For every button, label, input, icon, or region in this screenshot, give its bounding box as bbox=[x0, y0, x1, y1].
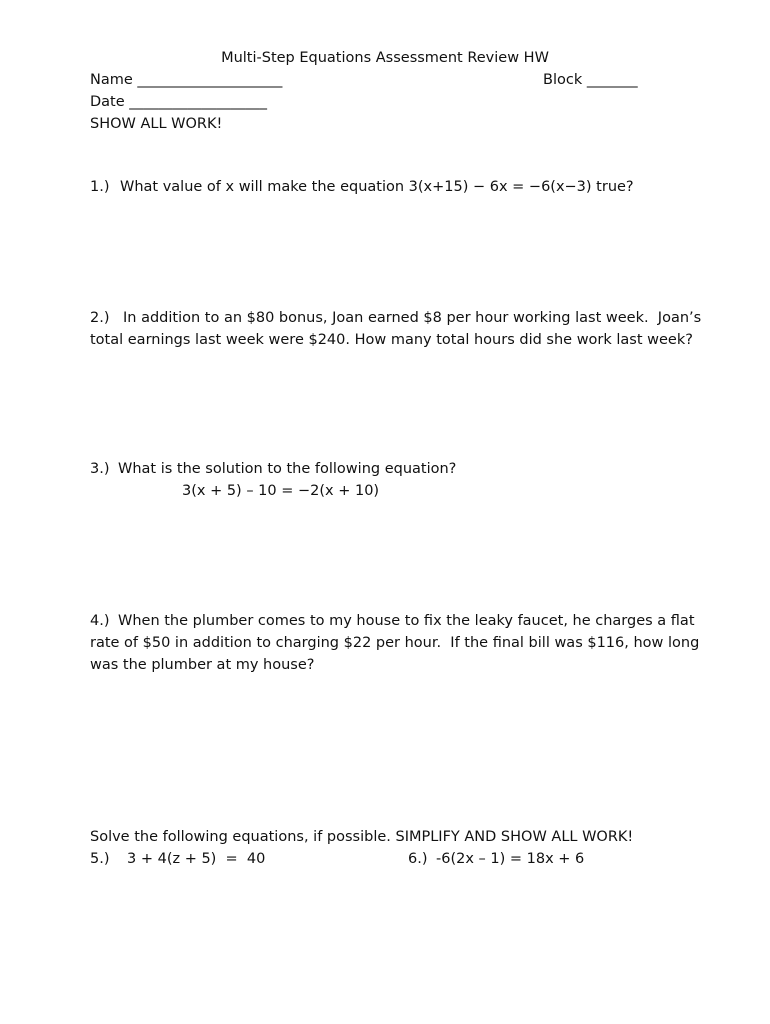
solve-instruction: Solve the following equations, if possible. SIMPLIFY AND SHOW ALL WORK! bbox=[90, 829, 634, 845]
question-2-line-2: total earnings last week were $240. How many total hours did she work last week? bbox=[90, 332, 693, 348]
question-4-line-3: was the plumber at my house? bbox=[90, 657, 315, 673]
date-field: Date ___________________ bbox=[90, 94, 268, 110]
block-field: Block _______ bbox=[543, 72, 638, 88]
question-4-number: 4.) bbox=[90, 613, 110, 629]
name-field: Name ____________________ bbox=[90, 72, 283, 88]
question-2-number: 2.) bbox=[90, 310, 110, 326]
show-work-instruction: SHOW ALL WORK! bbox=[90, 116, 223, 132]
question-1-number: 1.) bbox=[90, 179, 110, 195]
worksheet-title: Multi-Step Equations Assessment Review HW bbox=[221, 50, 549, 66]
problem-5-number: 5.) bbox=[90, 851, 110, 867]
question-3-number: 3.) bbox=[90, 461, 110, 477]
problem-6-equation: -6(2x – 1) = 18x + 6 bbox=[436, 851, 585, 867]
problem-5-equation: 3 + 4(z + 5) = 40 bbox=[127, 851, 266, 867]
question-3-text: What is the solution to the following equation? bbox=[118, 461, 457, 477]
question-4-line-1: When the plumber comes to my house to fix the leaky faucet, he charges a flat bbox=[118, 613, 695, 629]
question-1-text: What value of x will make the equation 3(x+15) − 6x = −6(x−3) true? bbox=[120, 179, 634, 195]
problem-6-number: 6.) bbox=[408, 851, 428, 867]
question-4-line-2: rate of $50 in addition to charging $22 per hour. If the final bill was $116, how long bbox=[90, 635, 700, 651]
question-2-line-1: In addition to an $80 bonus, Joan earned $8 per hour working last week. Joan’s bbox=[123, 310, 702, 326]
question-3-equation: 3(x + 5) – 10 = −2(x + 10) bbox=[182, 483, 380, 499]
